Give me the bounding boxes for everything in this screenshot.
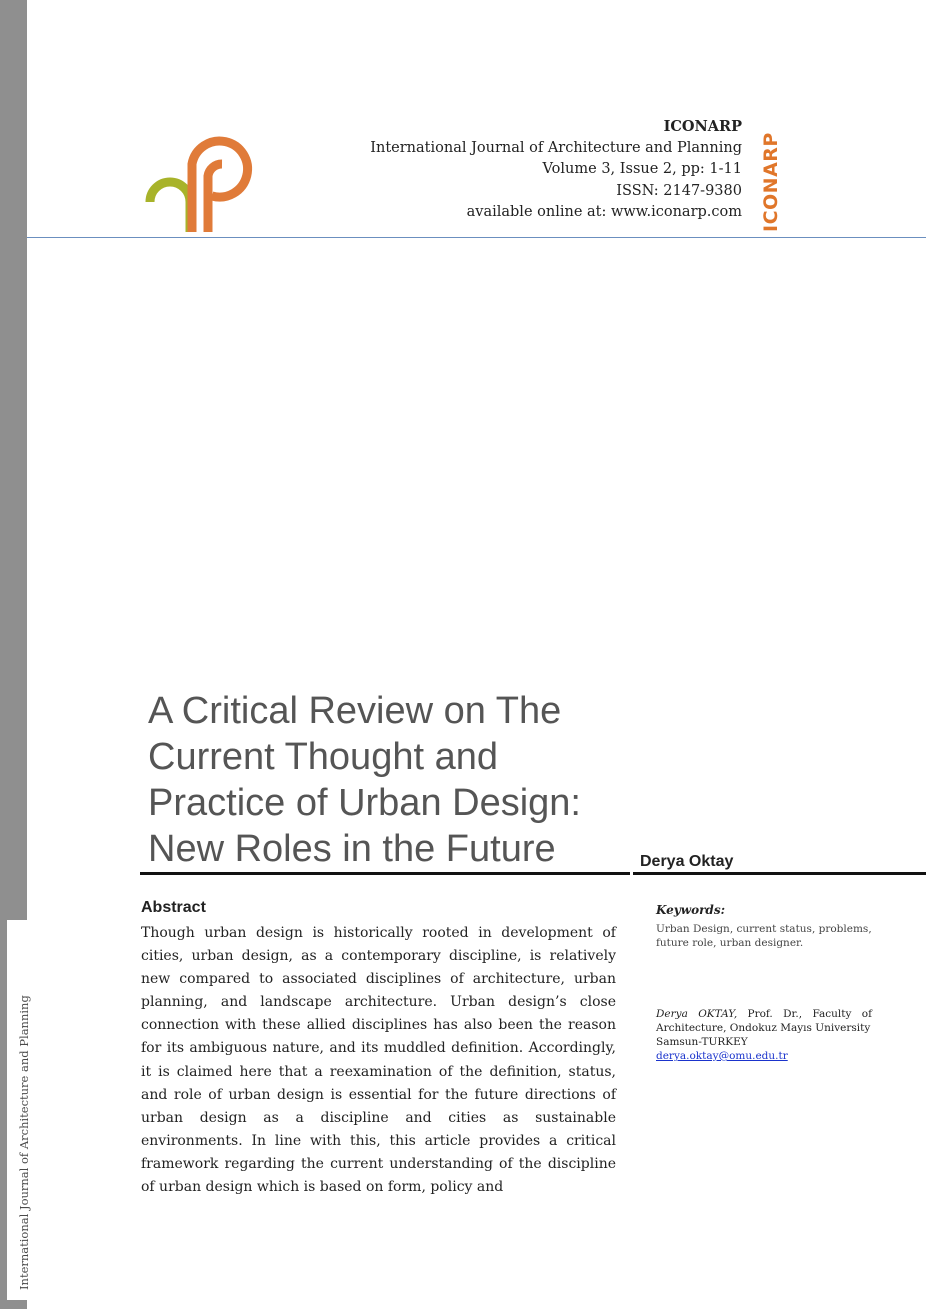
journal-short-name: ICONARP — [663, 118, 742, 135]
article-title: A Critical Review on The Current Thought and Practice of Urban Design: New Roles in the Future — [148, 690, 581, 870]
author-affiliation — [656, 1007, 872, 1063]
journal-issn: ISSN: 2147-9380 — [616, 182, 742, 199]
journal-volume: Volume 3, Issue 2, pp: 1-11 — [542, 161, 742, 177]
affiliation-line1 — [656, 1007, 872, 1021]
logo-a-shape — [150, 182, 190, 232]
journal-online[interactable]: available online at: www.iconarp.com — [466, 204, 742, 220]
title-divider-gap — [630, 872, 633, 875]
affiliation-line1-rest: Prof. Dr., Faculty of — [737, 1008, 872, 1020]
journal-full-name: International Journal of Architecture and Planning — [370, 139, 742, 156]
sidebar-journal-text: International Journal of Architecture and Planning — [17, 995, 31, 1290]
keywords-label: Keywords: — [656, 903, 726, 917]
affiliation-line2: Architecture, Ondokuz Mayıs University — [656, 1022, 871, 1034]
author-email-link[interactable]: derya.oktay@omu.edu.tr — [656, 1050, 788, 1062]
header-divider — [27, 237, 926, 238]
vertical-brand: ICONARP — [760, 132, 782, 232]
abstract-text: Though urban design is historically rooted in development of cities, urban design, as a contemporary discipline, is relatively new compared to associated disciplines of architecture, urban planning, and landscape architecture. Urban design’s close connection with these allied disciplines has also been the reason for its ambiguous nature, and its muddled definition. Accordingly, it is claimed here that a reexamination of the definition, status, and role of urban design is essential for the future directions of urban design as a discipline and cities as sustainable environments. In line with this, this article provides a critical framework regarding the current understanding of the discipline of urban design which is based on form, policy and — [141, 925, 616, 1196]
abstract-heading: Abstract — [141, 899, 206, 916]
journal-logo-icon — [140, 124, 255, 236]
keywords-text: Urban Design, current status, problems, future role, urban designer. — [656, 923, 872, 949]
article-author: Derya Oktay — [640, 853, 734, 870]
journal-masthead — [370, 116, 742, 224]
title-divider — [140, 872, 926, 875]
logo-p-shape — [192, 141, 248, 232]
affiliation-line3: Samsun-TURKEY — [656, 1036, 748, 1048]
affiliation-name: Derya OKTAY, — [656, 1008, 738, 1020]
